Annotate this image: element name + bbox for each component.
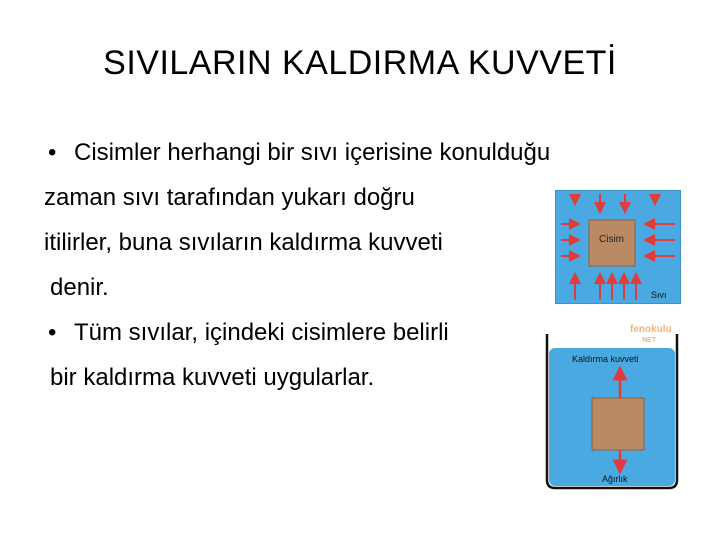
slide-title: SIVILARIN KALDIRMA KUVVETİ (103, 44, 617, 82)
object-label: Cisim (599, 234, 624, 245)
paragraph-1-line-2: zaman sıvı tarafından yukarı doğru (44, 184, 415, 211)
weight-label: Ağırlık (602, 474, 628, 484)
paragraph-1-line-4: denir. (50, 274, 109, 301)
buoyancy-label: Kaldırma kuvveti (572, 354, 639, 364)
bullet-1: • (48, 139, 57, 166)
paragraph-1-text-1: Cisimler herhangi bir sıvı içerisine konulduğu (74, 139, 551, 166)
bullet-2: • (48, 319, 57, 346)
buoyancy-figure (542, 320, 682, 490)
paragraph-1-line-3: itilirler, buna sıvıların kaldırma kuvveti (44, 229, 443, 256)
watermark-logo: fenokulu (630, 324, 672, 335)
pressure-figure (555, 190, 681, 304)
paragraph-1-line-1 (44, 130, 664, 175)
paragraph-2-text-1: Tüm sıvılar, içindeki cisimlere belirli (74, 319, 449, 346)
paragraph-2-line-2: bir kaldırma kuvveti uygularlar. (50, 364, 375, 391)
liquid-label: Sıvı (651, 290, 667, 300)
watermark-logo-sub: NET (642, 337, 656, 344)
submerged-object (592, 398, 644, 450)
